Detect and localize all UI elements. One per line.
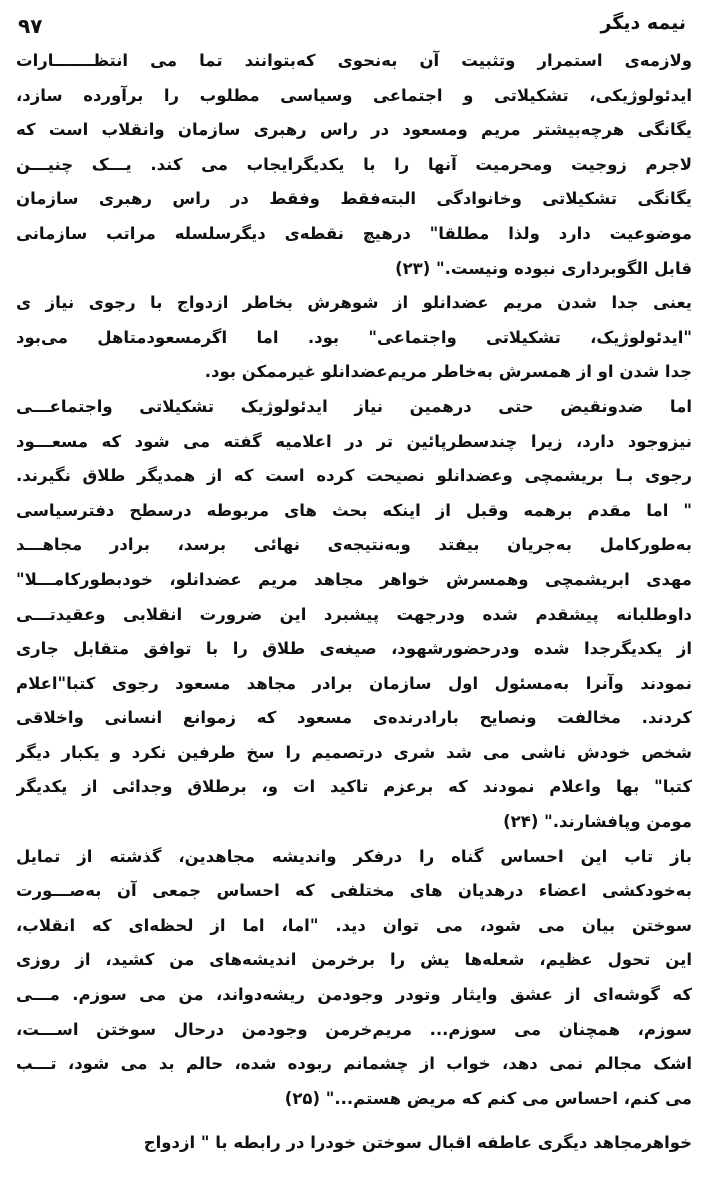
text-line: داوطلبانه پیشقدم شده ودرجهت پیشبرد این ضرورت انقلابی وعقیدتـــی: [16, 604, 692, 624]
page-header: [18, 10, 686, 42]
text-line: یعنی جدا شدن مریم عضدانلو از شوهرش بخاطر ازدواج با رجوی نیاز ی: [16, 293, 692, 313]
text-line: رجوی بـا بریشمچی وعضدانلو نصیحت کرده است که از همدیگر طلاق نگیرند.: [16, 466, 692, 486]
text-line: نیزوجود دارد، زیرا چندسطرپائین تر در اعلامیه گفته می شود که مسعـــود: [16, 431, 692, 451]
text-line: این تحول عظیم، شعله‌ها یش را برخرمن اندیشه‌های من کشید، از روزی: [16, 950, 692, 970]
text-line: قابل الگوبرداری نبوده ونیست." (۲۳): [395, 258, 692, 278]
text-line: یگانگی تشکیلاتی وخانوادگی البته‌فقط وفقط در راس رهبری سازمان: [16, 189, 692, 209]
text-line: " اما مقدم برهمه وقبل از اینکه بحث های مربوطه درسطح دفترسیاسی: [16, 500, 692, 520]
text-line: موضوعیت دارد ولذا مطلقا" درهیچ نقطه‌ی دیگرسلسله مراتب سازمانی: [16, 223, 692, 243]
text-line: خواهرمجاهد دیگری عاطفه اقبال سوختن خودرا در رابطه با " ازدواج: [143, 1133, 692, 1153]
running-title: نیمه دیگر: [600, 12, 686, 34]
text-line: می کنم، احساس می کنم که مریض هستم..." (۲۵): [284, 1088, 692, 1108]
body-text: [16, 44, 692, 1161]
text-line: باز تاب این احساس گناه را درفکر واندیشه مجاهدین، گذشته از تمایل: [16, 846, 692, 866]
page-number: ۹۷: [18, 14, 43, 38]
text-line: ایدئولوژیکی، تشکیلاتی و اجتماعی وسیاسی مطلوب را برآورده سازد،: [16, 85, 692, 105]
paragraph-gap: [16, 1116, 692, 1126]
text-line: نمودند وآنرا به‌مسئول اول سازمان برادر مجاهد مسعود رجوی کتبا"اعلام: [16, 673, 692, 693]
text-line: لاجرم زوجیت ومحرمیت آنها را با یکدیگرایجاب می کند. یـــک چنیـــن: [16, 154, 692, 174]
text-line: سوختن بیان می شود، می توان دید. "اما، اما از لحظه‌ای که انقلاب،: [16, 915, 692, 935]
text-line: "ایدئولوژیک، تشکیلاتی واجتماعی" بود. اما اگرمسعودمتاهل می‌بود: [16, 327, 692, 347]
text-line: جدا شدن او از همسرش به‌خاطر مریم‌عضدانلو غیرممکن بود.: [204, 362, 692, 382]
text-line: کردند. مخالفت ونصایح بارادرنده‌ی مسعود که زموانع انسانی واخلاقی: [16, 708, 692, 728]
text-line: مهدی ابریشمچی وهمسرش خواهر مجاهد مریم عضدانلو، خودبطورکامـــلا": [16, 569, 692, 589]
text-line: سوزم، همچنان می سوزم... مریم‌خرمن وجودمن درحال سوختن اســـت،: [16, 1019, 692, 1039]
text-line: کتبا" بها واعلام نمودند که برعزم تاکید ات و، برطلاق وجدائی از یکدیگر: [16, 777, 692, 797]
text-line: مومن وپافشارند." (۲۴): [503, 812, 692, 832]
text-line: به‌طورکامل به‌جریان بیفتد وبه‌نتیجه‌ی نهائی برسد، برادر مجاهـــد: [16, 535, 692, 555]
text-line: ولازمه‌ی استمرار وتثبیت آن به‌نحوی که‌بتوانند تما می انتظـــــــارات: [16, 51, 692, 70]
text-line: از یکدیگرجدا شده ودرحضورشهود، صیغه‌ی طلاق را با توافق متقابل جاری: [16, 639, 692, 659]
text-line: اشک مجالم نمی دهد، خواب از چشمانم ربوده شده، حالم بد می شود، تـــب: [16, 1054, 692, 1074]
text-line: شخص خودش ناشی می شد شری درتصمیم را سخ طرفین نکرد و یکبار دیگر: [16, 742, 692, 762]
text-line: به‌خودکشی اعضاء درهدیان های مختلفی که احساس جمعی آن به‌صـــورت: [16, 881, 692, 901]
text-line: که گوشه‌ای از عشق وایثار وتودر وجودمن ریشه‌دواند، من می سوزم. مـــی: [16, 985, 692, 1005]
text-line: یگانگی هرچه‌بیشتر مریم ومسعود در راس رهبری سازمان وانقلاب است که: [16, 120, 692, 140]
text-line: اما ضدونقیض حتی درهمین نیاز ایدئولوژیک تشکیلاتی واجتماعـــی: [16, 396, 692, 416]
